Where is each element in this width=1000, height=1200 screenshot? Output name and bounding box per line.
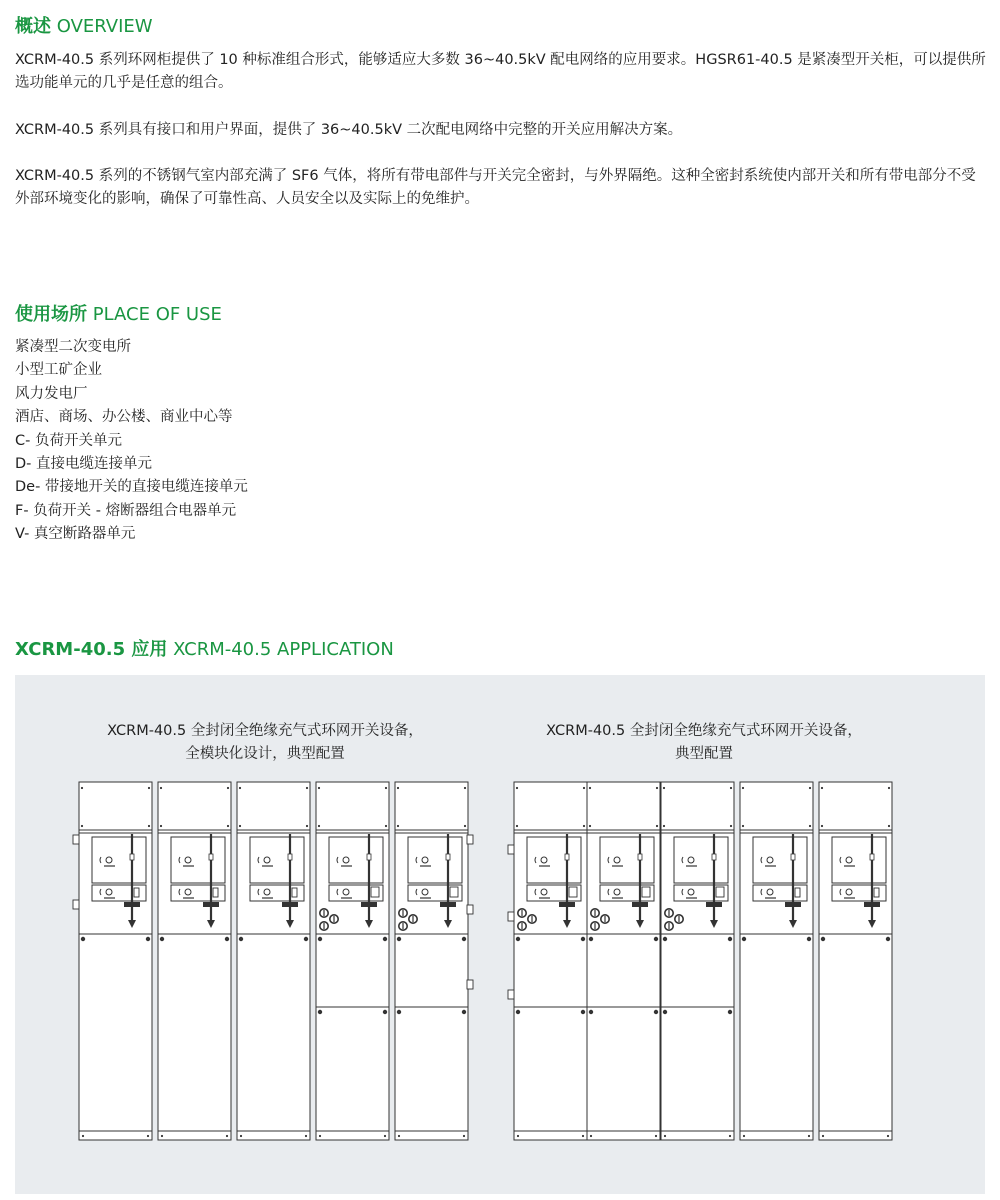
fuse-indicator xyxy=(716,887,724,897)
side-hinge xyxy=(73,900,79,909)
corner-screw xyxy=(227,787,229,789)
corner-screw xyxy=(239,825,241,827)
corner-screw xyxy=(821,825,823,827)
side-hinge xyxy=(508,845,514,854)
corner-screw xyxy=(742,825,744,827)
switchgear-cabinet xyxy=(316,782,389,1140)
switchgear-cabinet xyxy=(740,782,813,1140)
list-item: C- 负荷开关单元 xyxy=(15,432,122,449)
rod-clamp xyxy=(785,902,801,907)
bolt-dot xyxy=(516,1010,520,1014)
corner-screw xyxy=(385,787,387,789)
left-caption-line-1: XCRM-40.5 全封闭全绝缘充气式环网开关设备， xyxy=(107,723,423,739)
corner-screw xyxy=(385,825,387,827)
switchgear-cabinet xyxy=(395,782,468,1140)
side-hinge xyxy=(73,835,79,844)
cable-connector-icon xyxy=(399,922,407,930)
overview-title-zh: 概述 xyxy=(15,16,51,37)
corner-screw xyxy=(464,787,466,789)
foot-screw xyxy=(664,1135,666,1137)
bolt-dot xyxy=(654,937,658,941)
cable-connector-icon xyxy=(399,909,407,917)
side-hinge xyxy=(467,980,473,989)
list-item: F- 负荷开关 - 熔断器组合电器单元 xyxy=(15,502,237,519)
corner-screw xyxy=(809,825,811,827)
foot-screw xyxy=(463,1135,465,1137)
rod-clamp xyxy=(203,902,219,907)
rod-clamp xyxy=(559,902,575,907)
corner-screw xyxy=(397,787,399,789)
list-item: De- 带接地开关的直接电缆连接单元 xyxy=(15,479,248,496)
cable-connector-icon xyxy=(591,922,599,930)
side-hinge xyxy=(467,905,473,914)
left-switchgear-group xyxy=(73,782,473,1140)
corner-screw xyxy=(227,825,229,827)
cable-connector-icon xyxy=(320,909,328,917)
bolt-dot xyxy=(654,1010,658,1014)
switchgear-cabinet xyxy=(514,782,587,1140)
foot-screw xyxy=(226,1135,228,1137)
fuse-indicator xyxy=(450,887,458,897)
list-item: V- 真空断路器单元 xyxy=(15,526,136,543)
corner-screw xyxy=(318,787,320,789)
bolt-dot xyxy=(160,937,164,941)
list-item: 紧凑型二次变电所 xyxy=(15,339,131,355)
list-item: 酒店、商场、办公楼、商业中心等 xyxy=(15,409,233,426)
bolt-dot xyxy=(383,937,387,941)
left-caption-line-2: 全模块化设计，典型配置 xyxy=(185,746,345,762)
bolt-dot xyxy=(81,937,85,941)
side-hinge xyxy=(508,990,514,999)
bolt-dot xyxy=(225,937,229,941)
foot-screw xyxy=(517,1135,519,1137)
switchgear-cabinet xyxy=(79,782,152,1140)
switchgear-cabinet xyxy=(158,782,231,1140)
list-item: D- 直接电缆连接单元 xyxy=(15,456,153,473)
foot-screw xyxy=(655,1135,657,1137)
foot-screw xyxy=(590,1135,592,1137)
fuse-indicator xyxy=(569,887,577,897)
bolt-dot xyxy=(397,937,401,941)
bolt-dot xyxy=(663,1010,667,1014)
rod-clamp xyxy=(124,902,140,907)
foot-screw xyxy=(582,1135,584,1137)
corner-screw xyxy=(742,787,744,789)
list-item: 小型工矿企业 xyxy=(15,362,102,379)
rod-indicator xyxy=(712,854,716,860)
bolt-dot xyxy=(589,1010,593,1014)
load-indicator xyxy=(134,888,139,897)
right-switchgear-group xyxy=(508,782,892,1140)
cabinet-frame xyxy=(316,782,389,1140)
corner-screw xyxy=(809,787,811,789)
cabinet-frame xyxy=(79,782,152,1140)
corner-screw xyxy=(589,825,591,827)
rod-indicator xyxy=(638,854,642,860)
corner-screw xyxy=(464,825,466,827)
right-caption-line-2: 典型配置 xyxy=(675,746,733,762)
foot-screw xyxy=(147,1135,149,1137)
foot-screw xyxy=(384,1135,386,1137)
bolt-dot xyxy=(318,1010,322,1014)
rod-indicator xyxy=(565,854,569,860)
corner-screw xyxy=(306,825,308,827)
corner-screw xyxy=(656,787,658,789)
foot-screw xyxy=(240,1135,242,1137)
cable-connector-icon xyxy=(528,915,536,923)
corner-screw xyxy=(663,787,665,789)
bolt-dot xyxy=(589,937,593,941)
corner-screw xyxy=(888,787,890,789)
bolt-dot xyxy=(581,1010,585,1014)
overview-paragraph-2: XCRM-40.5 系列具有接口和用户界面，提供了 36~40.5kV 二次配电网络中完整的开关应用解决方案。 xyxy=(15,122,683,138)
corner-screw xyxy=(730,825,732,827)
rod-indicator xyxy=(870,854,874,860)
foot-screw xyxy=(808,1135,810,1137)
cable-connector-icon xyxy=(601,915,609,923)
foot-screw xyxy=(822,1135,824,1137)
bolt-dot xyxy=(462,937,466,941)
fuse-indicator xyxy=(642,887,650,897)
bolt-dot xyxy=(318,937,322,941)
foot-screw xyxy=(161,1135,163,1137)
bolt-dot xyxy=(742,937,746,941)
rod-clamp xyxy=(864,902,880,907)
foot-screw xyxy=(743,1135,745,1137)
cabinet-frame xyxy=(395,782,468,1140)
cable-connector-icon xyxy=(665,922,673,930)
bolt-dot xyxy=(663,937,667,941)
rod-indicator xyxy=(130,854,134,860)
corner-screw xyxy=(516,825,518,827)
corner-screw xyxy=(148,787,150,789)
corner-screw xyxy=(589,787,591,789)
rod-clamp xyxy=(706,902,722,907)
corner-screw xyxy=(306,787,308,789)
corner-screw xyxy=(821,787,823,789)
corner-screw xyxy=(888,825,890,827)
rod-clamp xyxy=(361,902,377,907)
rod-indicator xyxy=(288,854,292,860)
cable-connector-icon xyxy=(330,915,338,923)
rod-clamp xyxy=(440,902,456,907)
bolt-dot xyxy=(886,937,890,941)
bolt-dot xyxy=(239,937,243,941)
foot-screw xyxy=(319,1135,321,1137)
corner-screw xyxy=(516,787,518,789)
cable-connector-icon xyxy=(675,915,683,923)
corner-screw xyxy=(583,787,585,789)
bolt-dot xyxy=(146,937,150,941)
bolt-dot xyxy=(728,1010,732,1014)
cable-connector-icon xyxy=(665,909,673,917)
corner-screw xyxy=(81,787,83,789)
cabinet-frame xyxy=(740,782,813,1140)
place-of-use-title-zh: 使用场所 xyxy=(15,304,87,325)
corner-screw xyxy=(663,825,665,827)
bolt-dot xyxy=(581,937,585,941)
switchgear-cabinet xyxy=(237,782,310,1140)
list-item: 风力发电厂 xyxy=(15,385,88,402)
right-caption-line-1: XCRM-40.5 全封闭全绝缘充气式环网开关设备， xyxy=(546,723,862,739)
corner-screw xyxy=(318,825,320,827)
load-indicator xyxy=(292,888,297,897)
bolt-dot xyxy=(807,937,811,941)
rod-indicator xyxy=(791,854,795,860)
rod-clamp xyxy=(632,902,648,907)
corner-screw xyxy=(148,825,150,827)
overview-paragraph-1: XCRM-40.5 系列环网柜提供了 10 种标准组合形式，能够适应大多数 36~40.5kV 配电网络的应用要求。HGSR61-40.5 是紧凑型开关柜，可以提供所选功能单元的几乎是任意的组合。 xyxy=(15,52,986,91)
cabinet-frame xyxy=(661,782,734,1140)
corner-screw xyxy=(81,825,83,827)
foot-screw xyxy=(305,1135,307,1137)
foot-screw xyxy=(82,1135,84,1137)
bolt-dot xyxy=(728,937,732,941)
switchgear-cabinet xyxy=(661,782,734,1140)
cabinet-frame xyxy=(587,782,660,1140)
cable-connector-icon xyxy=(320,922,328,930)
foot-screw xyxy=(729,1135,731,1137)
rod-indicator xyxy=(446,854,450,860)
foot-screw xyxy=(887,1135,889,1137)
rod-indicator xyxy=(209,854,213,860)
switchgear-cabinet xyxy=(587,782,660,1140)
bolt-dot xyxy=(821,937,825,941)
bolt-dot xyxy=(462,1010,466,1014)
corner-screw xyxy=(160,825,162,827)
cabinet-frame xyxy=(158,782,231,1140)
cabinet-frame xyxy=(237,782,310,1140)
side-hinge xyxy=(467,835,473,844)
cable-connector-icon xyxy=(409,915,417,923)
bolt-dot xyxy=(383,1010,387,1014)
cabinet-frame xyxy=(819,782,892,1140)
corner-screw xyxy=(656,825,658,827)
switchgear-cabinet xyxy=(819,782,892,1140)
overview-paragraph-3: XCRM-40.5 系列的不锈钢气室内部充满了 SF6 气体，将所有带电部件与开关完全密封，与外界隔绝。这种全密封系统使内部开关和所有带电部分不受外部环境变化的影响，确保了可靠性高、人员安全以及实际上的免维护。 xyxy=(15,168,976,207)
corner-screw xyxy=(583,825,585,827)
corner-screw xyxy=(160,787,162,789)
load-indicator xyxy=(874,888,879,897)
application-title-zh: XCRM-40.5 应用 xyxy=(15,639,168,660)
cable-connector-icon xyxy=(518,909,526,917)
overview-title-en: OVERVIEW xyxy=(56,16,153,37)
bolt-dot xyxy=(397,1010,401,1014)
load-indicator xyxy=(213,888,218,897)
corner-screw xyxy=(730,787,732,789)
cable-connector-icon xyxy=(591,909,599,917)
bolt-dot xyxy=(516,937,520,941)
load-indicator xyxy=(795,888,800,897)
application-title-en: XCRM-40.5 APPLICATION xyxy=(173,639,394,660)
cable-connector-icon xyxy=(518,922,526,930)
rod-clamp xyxy=(282,902,298,907)
fuse-indicator xyxy=(371,887,379,897)
place-of-use-title-en: PLACE OF USE xyxy=(92,304,222,325)
cabinet-frame xyxy=(514,782,587,1140)
corner-screw xyxy=(397,825,399,827)
side-hinge xyxy=(508,912,514,921)
corner-screw xyxy=(239,787,241,789)
foot-screw xyxy=(398,1135,400,1137)
rod-indicator xyxy=(367,854,371,860)
bolt-dot xyxy=(304,937,308,941)
